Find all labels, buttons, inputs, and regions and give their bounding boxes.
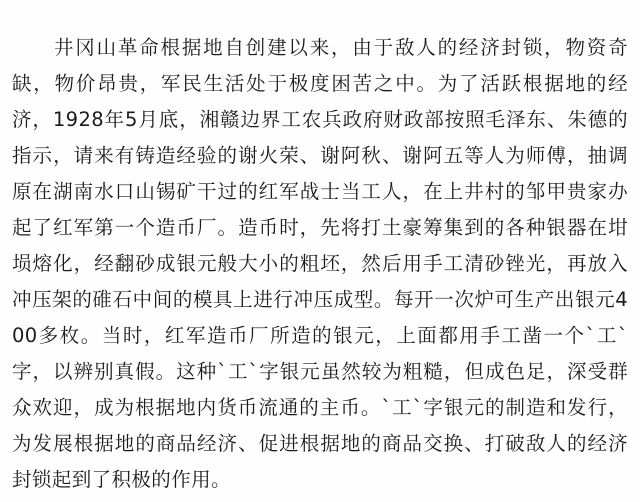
document-paragraph: 井冈山革命根据地自创建以来，由于敌人的经济封锁，物资奇缺，物价昂贵，军民生活处于极度困苦之中。为了活跃根据地的经济，1928年5月底，湘赣边界工农兵政府财政部按照毛泽东、朱德的指示，请来有铸造经验的谢火荣、谢阿秋、谢阿五等人为师傅，抽调原在湖南水口山锡矿干过的红军战士当工人，在上井村的邹甲贵家办起了红军第一个造币厂。造币时，先将打土豪筹集到的各种银器在坩埙熔化，经翻砂成银元般大小的粗坯，然后用手工清砂锉光，再放入冲压架的碓石中间的模具上进行冲压成型。每开一次炉可生产出银元400多枚。当时，红军造币厂所造的银元，上面都用手工凿一个`工`字，以辨别真假。这种`工`字银元虽然较为粗糙，但成色足，深受群众欢迎，成为根据地内货币流通的主币。`工`字银元的制造和发行，为发展根据地的商品经济、促进根据地的商品交换、打破敌人的经济封锁起到了积极的作用。 [12, 35, 628, 491]
